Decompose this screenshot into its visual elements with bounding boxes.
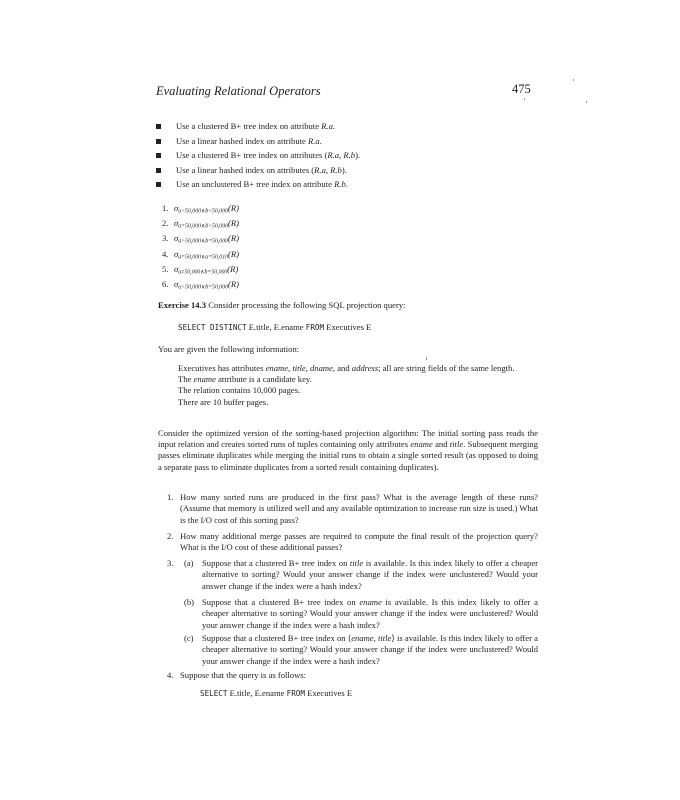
question-3a: Suppose that a clustered B+ tree index on title is available. Is this index likely to offer a cheaper alternative to sorting? Would your answer change if the index were unclustered? Would your answer change if the index were a hash index? bbox=[202, 558, 538, 591]
sql-query-plain: SELECT E.title, E.ename FROM Executives E bbox=[200, 688, 353, 698]
info-line-attributes: Executives has attributes ename, title, dname, and address; all are string fields of the same length. bbox=[178, 363, 515, 373]
exercise-label: Exercise 14.3 bbox=[158, 300, 207, 310]
subquestion-label: (c) bbox=[184, 633, 194, 643]
bullet-square-icon bbox=[156, 153, 161, 158]
list-item: Use an unclustered B+ tree index on attribute R.b. bbox=[156, 180, 360, 195]
given-information bbox=[178, 363, 520, 408]
question-number: 2. bbox=[167, 531, 174, 541]
subquestion-label: (b) bbox=[184, 597, 195, 607]
question-number: 1. bbox=[167, 492, 174, 502]
question-2: How many additional merge passes are required to compute the final result of the projection query? What is the I/O cost of these additional passes? bbox=[180, 531, 538, 553]
page-number: 475 bbox=[512, 82, 531, 96]
question-3b: Suppose that a clustered B+ tree index on ename is available. Is this index likely to offer a cheaper alternative to sorting? Would your answer change if the index were unclustered? Would your answer change if the index were a hash index? bbox=[202, 597, 538, 630]
list-item: Use a clustered B+ tree index on attribute R.a. bbox=[156, 122, 360, 137]
list-item: 3. $\sigma_{a>50,000\wedge b=50,000}(R)$ bbox=[162, 233, 239, 245]
running-head: Evaluating Relational Operators bbox=[156, 84, 321, 98]
list-item: 6. $\sigma_{a<50,000\vee b=50,000}(R)$ bbox=[162, 278, 239, 291]
list-item: Use a linear hashed index on attributes (R.a, R.b). bbox=[156, 166, 360, 181]
list-item: 2. $\sigma_{a=50,000\wedge b<50,000}(R)$ bbox=[162, 218, 239, 230]
question-1: How many sorted runs are produced in the first pass? What is the average length of these runs? (Assume that memory is utilized well and any available optimization to increase run size is used.) What is the I/O cost of this sorting pass? bbox=[180, 492, 538, 525]
question-number: 3. bbox=[167, 558, 174, 568]
bullet-square-icon bbox=[156, 182, 161, 187]
info-line-buffers: There are 10 buffer pages. bbox=[178, 396, 269, 407]
question-3c: Suppose that a clustered B+ tree index on ⟨ename, title⟩ is available. Is this index likely to offer a cheaper alternative to sorting? Would your answer change if the index were unclustered? Would your answer change if the index were a hash index? bbox=[202, 633, 538, 666]
scan-speck bbox=[524, 98, 525, 100]
scan-speck bbox=[586, 101, 587, 103]
bullet-square-icon bbox=[156, 124, 161, 129]
question-4: Suppose that the query is as follows: bbox=[180, 670, 307, 680]
scan-speck bbox=[573, 79, 574, 81]
bullet-square-icon bbox=[156, 168, 161, 173]
algorithm-paragraph: Consider the optimized version of the sorting-based projection algorithm: The initial sorting pass reads the input relation and creates sorted runs of tuples containing only attributes ename and title. Subsequent merging passes eliminate duplicates while merging the initial runs to obtain a single sorted result (as opposed to doing a separate pass to eliminate duplicates from a sorted result containing duplicates). bbox=[158, 428, 538, 472]
list-item: Use a clustered B+ tree index on attributes (R.a, R.b). bbox=[156, 151, 360, 166]
given-intro: You are given the following information: bbox=[158, 344, 300, 354]
list-item: 1. $\sigma_{a<50,000\wedge b<50,000}(R)$ bbox=[162, 203, 239, 215]
list-item: Use a linear hashed index on attribute R.a. bbox=[156, 137, 360, 152]
info-line-pages: The relation contains 10,000 pages. bbox=[178, 385, 301, 396]
sql-query-distinct: SELECT DISTINCT E.title, E.ename FROM Executives E bbox=[178, 322, 372, 332]
exercise-heading: Exercise 14.3 Consider processing the following SQL projection query: bbox=[158, 300, 406, 310]
selection-conditions-list bbox=[162, 203, 239, 294]
scan-speck bbox=[426, 357, 427, 360]
list-item: 5. $\sigma_{a\ne 50,000\wedge b=50,000}(R)$ bbox=[162, 263, 239, 276]
question-number: 4. bbox=[167, 670, 174, 680]
access-method-list bbox=[156, 122, 360, 195]
info-line-key: The ename attribute is a candidate key. bbox=[178, 374, 312, 385]
subquestion-label: (a) bbox=[184, 558, 194, 568]
bullet-square-icon bbox=[156, 139, 161, 144]
list-item: 4. $\sigma_{a=50,000\wedge a=50,010}(R)$ bbox=[162, 248, 239, 261]
